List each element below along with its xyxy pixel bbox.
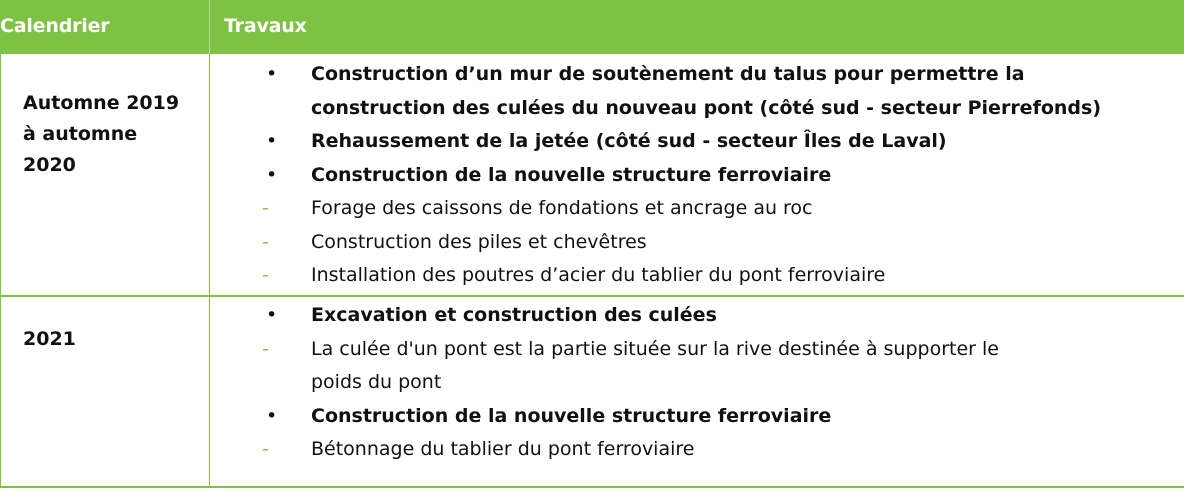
dash-marker: - — [262, 230, 269, 253]
period-line: à automne — [23, 123, 138, 145]
period-cell — [23, 88, 203, 181]
bullet-marker: • — [266, 304, 278, 326]
work-item-text: Forage des caissons de fondations et ancrage au roc — [311, 197, 813, 219]
table-header — [0, 0, 1184, 54]
work-item-text: La culée d'un pont est la partie située sur la rive destinée à supporter le — [311, 337, 999, 360]
period-line: 2020 — [23, 154, 76, 176]
work-item-text: Bétonnage du tablier du pont ferroviaire — [311, 438, 695, 460]
header-separator — [209, 0, 210, 54]
bullet-marker: • — [266, 130, 278, 152]
work-item-text: Construction de la nouvelle structure ferroviaire — [311, 404, 832, 427]
work-item-text: construction des culées du nouveau pont (côté sud - secteur Pierrefonds) — [311, 96, 1102, 119]
dash-marker: - — [262, 337, 269, 360]
dash-marker: - — [262, 197, 269, 219]
period-line: Automne 2019 — [23, 92, 180, 114]
bullet-marker: • — [266, 163, 278, 186]
work-item-text: Construction d’un mur de soutènement du talus pour permettre la — [311, 63, 1025, 85]
period-cell — [23, 324, 203, 355]
work-item-text: Excavation et construction des culées — [311, 304, 717, 326]
column-header-calendrier: Calendrier — [0, 15, 110, 37]
bullet-marker: • — [266, 63, 278, 85]
work-item-text: Construction de la nouvelle structure ferroviaire — [311, 163, 832, 186]
work-item-text: Rehaussement de la jetée (côté sud - secteur Îles de Laval) — [311, 130, 947, 152]
work-item-text: Construction des piles et chevêtres — [311, 230, 647, 253]
column-header-travaux: Travaux — [224, 15, 307, 37]
work-item-text: poids du pont — [311, 371, 442, 393]
dash-marker: - — [262, 264, 269, 286]
bullet-marker: • — [266, 404, 278, 427]
work-item-text: Installation des poutres d’acier du tablier du pont ferroviaire — [311, 264, 886, 286]
period-line: 2021 — [23, 328, 76, 350]
dash-marker: - — [262, 438, 269, 460]
